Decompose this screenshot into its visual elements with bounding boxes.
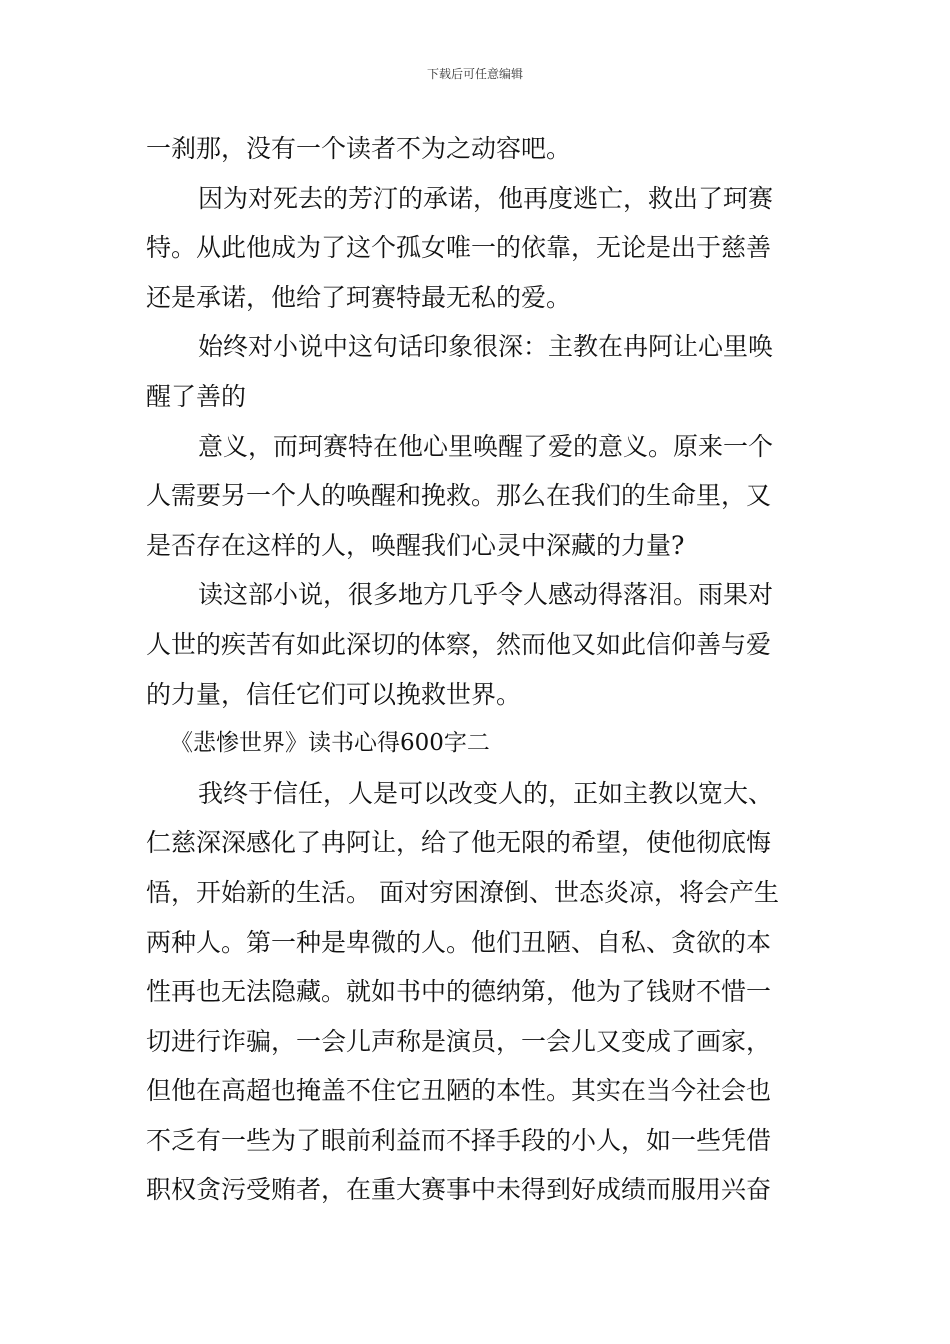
text-line: 人世的疾苦有如此深切的体察，然而他又如此信仰善与爱 [146, 629, 772, 659]
text-line: 是否存在这样的人，唤醒我们心灵中深藏的力量? [146, 530, 685, 560]
text-line: 的力量，信任它们可以挽救世界。 [146, 679, 522, 709]
text-line: 人需要另一个人的唤醒和挽救。那么在我们的生命里，又 [146, 481, 772, 511]
text-line: 始终对小说中这句话印象很深：主教在冉阿让心里唤 [198, 332, 774, 362]
page-header: 下载后可任意编辑 [426, 67, 523, 81]
text-line: 读这部小说，很多地方几乎令人感动得落泪。雨果对 [198, 580, 774, 610]
text-line: 一刹那，没有一个读者不为之动容吧。 [146, 134, 572, 163]
text-line: 意义，而珂赛特在他心里唤醒了爱的意义。原来一个 [198, 431, 774, 461]
text-line: 我终于信任，人是可以改变人的，正如主教以宽大、 [198, 778, 774, 808]
section-heading: 《悲惨世界》读书心得600字二 [170, 730, 490, 757]
body-text [146, 124, 808, 1215]
text-line: 因为对死去的芳汀的承诺，他再度逃亡，救出了珂赛 [198, 183, 774, 213]
text-line: 悟，开始新的生活。 面对穷困潦倒、世态炎凉，将会产生 [146, 877, 779, 907]
text-line: 职权贪污受贿者，在重大赛事中未得到好成绩而服用兴奋 [146, 1175, 772, 1205]
text-line: 两种人。第一种是卑微的人。他们丑陋、自私、贪欲的本 [146, 927, 772, 957]
text-line: 性再也无法隐藏。就如书中的德纳第，他为了钱财不惜一 [146, 977, 772, 1007]
text-line: 特。从此他成为了这个孤女唯一的依靠，无论是出于慈善 [146, 233, 772, 263]
text-line: 切进行诈骗，一会儿声称是演员，一会儿又变成了画家， [146, 1026, 772, 1056]
text-line: 仁慈深深感化了冉阿让，给了他无限的希望，使他彻底悔 [146, 828, 772, 858]
text-line: 醒了善的 [146, 381, 247, 411]
text-line: 不乏有一些为了眼前利益而不择手段的小人，如一些凭借 [146, 1125, 772, 1155]
text-line: 但他在高超也掩盖不住它丑陋的本性。其实在当今社会也 [146, 1076, 772, 1106]
text-line: 还是承诺，他给了珂赛特最无私的爱。 [146, 282, 572, 312]
